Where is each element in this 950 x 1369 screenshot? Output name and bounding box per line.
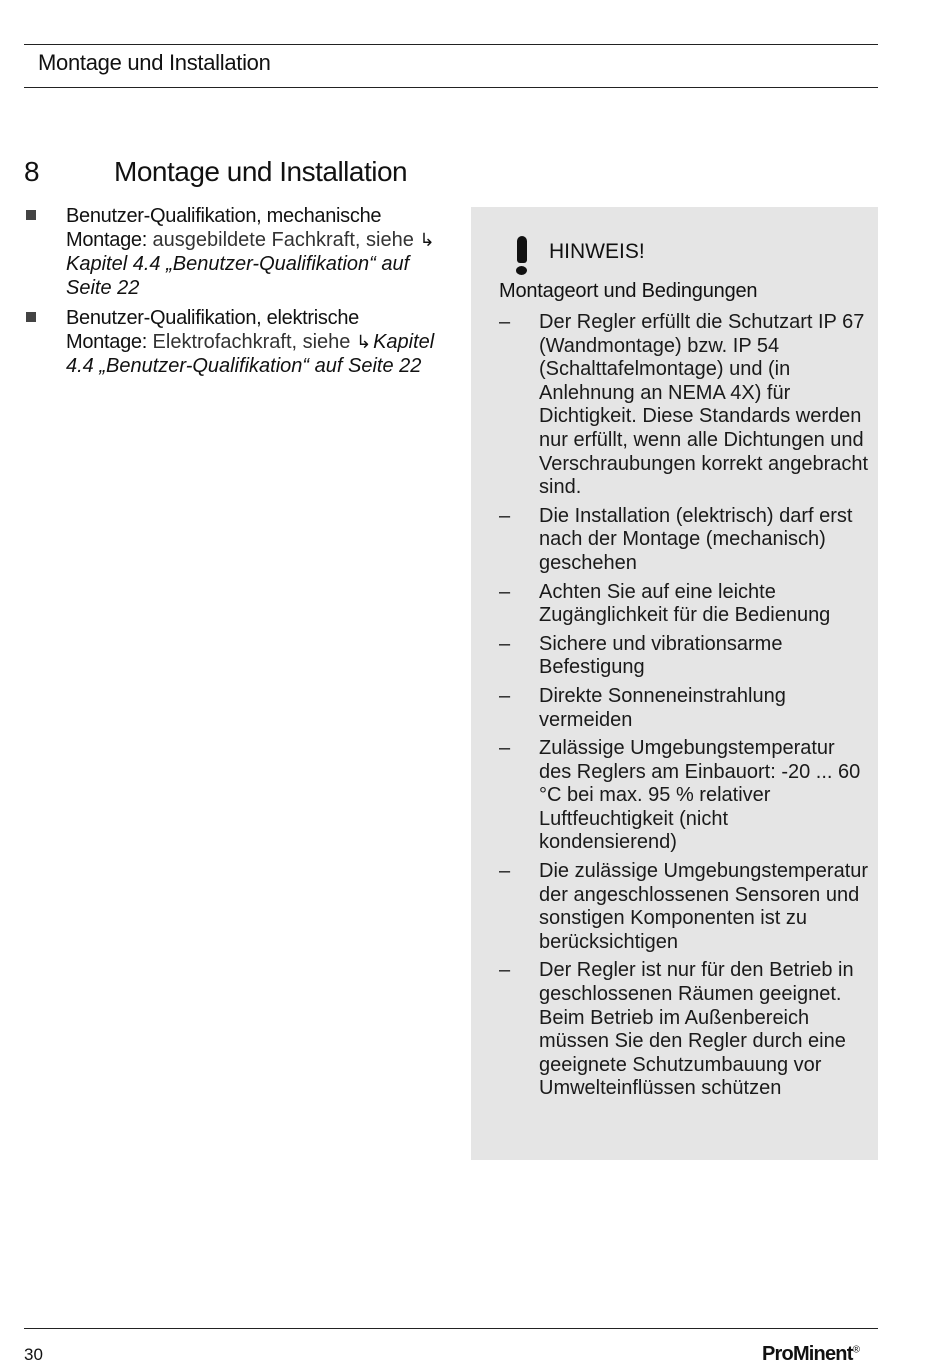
header-rule-top <box>24 44 878 45</box>
square-bullet-icon <box>26 312 36 322</box>
note-list <box>499 311 871 1106</box>
qualification-text: ausgebildete Fachkraft, siehe <box>147 229 420 251</box>
list-item: – Direkte Sonneneinstrahlung vermeiden <box>499 684 786 731</box>
list-item: – Der Regler ist nur für den Betrieb in geschlossenen Räumen geeignet. Beim Betrieb im Außenbereich müssen Sie den Regler durch eine geeignete Schutzumbauung vor Umwelteinflüssen schützen <box>499 959 854 1100</box>
square-bullet-icon <box>26 210 36 220</box>
exclamation-icon <box>516 236 528 276</box>
qualification-item <box>24 204 444 300</box>
page-number: 30 <box>24 1345 43 1364</box>
chapter-reference-link[interactable]: ↳Kapitel 4.4 „Benutzer-Qualifikation“ auf Seite 22 <box>66 230 435 299</box>
list-item: – Achten Sie auf eine leichte Zugänglichkeit für die Bedienung <box>499 580 831 627</box>
qualification-item <box>24 306 444 378</box>
header-rule-bottom <box>24 87 878 88</box>
chapter-reference-link[interactable]: ↳ Kapitel 4.4 „Benutzer-Qualifikation“ auf Seite 22 <box>66 331 435 377</box>
qualification-label: Benutzer-Qualifikation, mechanische Montage: <box>66 205 382 251</box>
qualification-label: Benutzer-Qualifikation, elektrische Montage: <box>66 307 359 353</box>
running-header: Montage und Installation <box>38 50 271 75</box>
note-title: Montageort und Bedingungen <box>499 280 758 302</box>
qualification-list <box>24 204 444 384</box>
chapter-number: 8 <box>24 156 40 187</box>
arrow-right-icon: ↳ <box>419 230 435 250</box>
list-item: – Die Installation (elektrisch) darf erst nach der Montage (mechanisch) geschehen <box>499 504 853 574</box>
qualification-text: Elektrofachkraft, siehe <box>147 331 356 353</box>
list-item: – Die zulässige Umgebungstemperatur der angeschlossenen Sensoren und sonstigen Komponenten ist zu berücksichtigen <box>499 860 869 953</box>
arrow-right-icon: ↳ <box>355 332 372 352</box>
brand-logo: ProMinent® <box>762 1343 860 1365</box>
footer-rule <box>24 1328 878 1329</box>
list-item: – Sichere und vibrationsarme Befestigung <box>499 632 783 679</box>
chapter-title: Montage und Installation <box>114 156 408 187</box>
list-item: – Zulässige Umgebungstemperatur des Reglers am Einbauort: -20 ... 60 °C bei max. 95 % relativer Luftfeuchtigkeit (nicht kondensierend) <box>499 737 861 854</box>
note-hint-label: HINWEIS! <box>549 240 645 263</box>
list-item: – Der Regler erfüllt die Schutzart IP 67 (Wandmontage) bzw. IP 54 (Schalttafelmontage) und (in Anlehnung an NEMA 4X) für Dichtigkeit. Diese Standards werden nur erfüllt, wenn alle Dichtungen und Verschraubungen korrekt angebracht sind. <box>499 311 869 499</box>
